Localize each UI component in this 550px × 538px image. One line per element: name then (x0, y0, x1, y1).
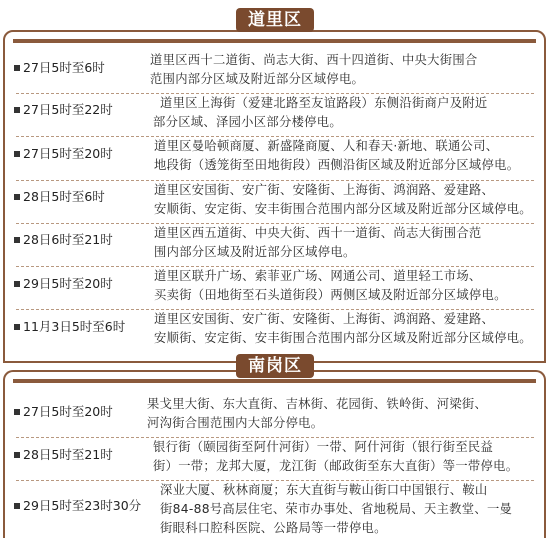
section-header-band (13, 379, 536, 383)
outage-time: 28日6时至21时 (14, 230, 113, 248)
bullet-square-icon (14, 409, 20, 415)
outage-desc-line: 街84-88号高层住宅、荣市办事处、省地税局、天主教堂、一曼 (160, 502, 513, 516)
bullet-square-icon (14, 151, 20, 157)
outage-desc-line: 街眼科口腔科医院、公路局等一带停电。 (160, 521, 387, 535)
section-title-nangang: 南岗区 (236, 354, 314, 378)
outage-desc-line: 围内部分区域及附近部分区域停电。 (154, 245, 356, 259)
outage-time: 27日5时至22时 (14, 100, 113, 118)
outage-desc-line: 银行街（颐园街至阿什河街）一带、阿什河街（银行街至民益 (153, 440, 494, 454)
outage-desc-line: 道里区西五道街、中央大街、西十一道街、尚志大街围合范 (154, 226, 482, 240)
outage-time: 29日5时至20时 (14, 274, 113, 292)
outage-desc-line: 地段街（透笼街至田地街段）西侧沿街区域及附近部分区域停电。 (154, 158, 520, 172)
outage-time: 27日5时至6时 (14, 58, 105, 76)
bullet-square-icon (14, 107, 20, 113)
bullet-square-icon (14, 194, 20, 200)
outage-desc-line: 道里区上海街（爱建北路至友谊路段）东侧沿街商户及附近 (160, 96, 488, 110)
outage-time: 28日5时至6时 (14, 187, 105, 205)
outage-time: 27日5时至20时 (14, 402, 113, 420)
outage-desc-line: 河沟街合围范围内大部分停电。 (147, 416, 324, 430)
outage-desc-line: 买卖街（田地街至石头道街段）两侧区域及附近部分区域停电。 (154, 288, 507, 302)
outage-time: 11月3日5时至6时 (14, 317, 125, 335)
bullet-square-icon (14, 237, 20, 243)
outage-desc-line: 深业大厦、秋林商厦；东大直街与鞍山街口中国银行、鞍山 (160, 483, 488, 497)
outage-desc-line: 道里区西十二道街、尚志大街、西十四道街、中央大街围合 (150, 53, 478, 67)
outage-desc-line: 果戈里大街、东大直街、吉林街、花园街、铁岭街、河梁街、 (147, 397, 488, 411)
outage-desc-line: 安顺街、安定街、安丰街围合范围内部分区域及附近部分区域停电。 (154, 202, 532, 216)
outage-time: 27日5时至20时 (14, 144, 113, 162)
outage-time: 29日5时至23时30分 (14, 496, 141, 514)
outage-desc-line: 范围内部分区域及附近部分区域停电。 (150, 72, 365, 86)
bullet-square-icon (14, 452, 20, 458)
outage-desc-line: 道里区联升广场、索菲亚广场、网通公司、道里轻工市场、 (154, 269, 482, 283)
outage-desc-line: 道里区安国街、安广街、安隆街、上海街、鸿润路、爱建路、 (154, 183, 495, 197)
outage-desc-line: 道里区曼哈顿商厦、新盛隆商厦、人和春天·新地、联通公司、 (154, 139, 499, 153)
outage-desc-line: 道里区安国街、安广街、安隆街、上海街、鸿润路、爱建路、 (154, 312, 495, 326)
outage-desc-line: 部分区域、泽园小区部分楼停电。 (153, 115, 342, 129)
section-header-band (13, 39, 536, 43)
outage-time: 28日5时至21时 (14, 445, 113, 463)
outage-desc-line: 街）一带；龙邦大厦，龙江街（邮政街至东大直街）等一带停电。 (153, 459, 519, 473)
bullet-square-icon (14, 65, 20, 71)
bullet-square-icon (14, 503, 20, 509)
bullet-square-icon (14, 281, 20, 287)
bullet-square-icon (14, 324, 20, 330)
outage-desc-line: 安顺街、安定街、安丰街围合范围内部分区域及附近部分区域停电。 (154, 331, 532, 345)
section-title-daoli: 道里区 (236, 8, 314, 32)
